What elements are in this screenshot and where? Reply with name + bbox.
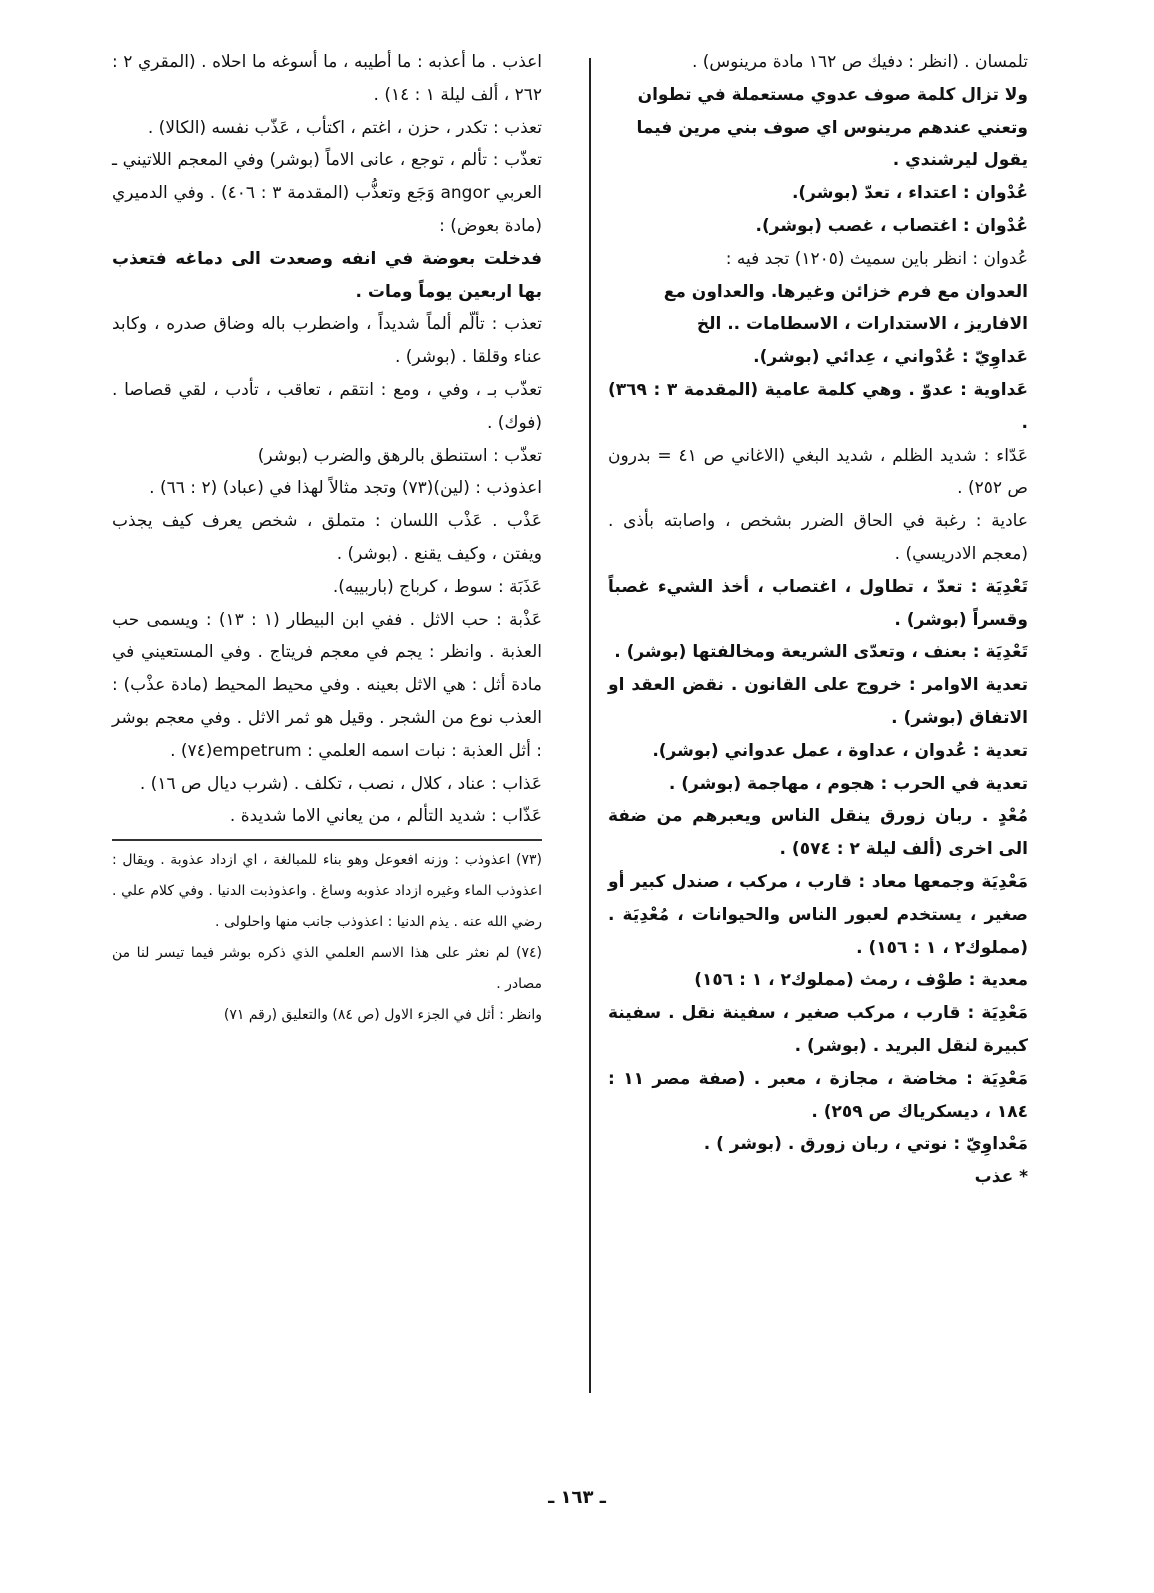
dictionary-entry: تعدية الاوامر : خروج على القانون . نقض العقد او الاتفاق (بوشر) . [608, 675, 1028, 728]
right-column [608, 46, 1028, 1194]
dictionary-entry: عَذَبَة : سوط ، كرباج (باربييه). [332, 576, 542, 597]
footnote-divider [112, 839, 542, 841]
dictionary-entry: تعذّب : استنطق بالرهق والضرب (بوشر) [257, 445, 542, 466]
dictionary-entry: تَعْدِيَة : تعدّ ، تطاول ، اغتصاب ، أخذ الشيء غصباً وقسراً (بوشر) . [608, 576, 1028, 630]
dictionary-entry: اعذب . ما أعذبه : ما أطيبه ، ما أسوغه ما احلاه . (المقري ٢ : ٢٦٢ ، ألف ليلة ١ : ١٤) . [112, 52, 542, 105]
page-number: ـ ١٦٣ ـ [548, 1487, 606, 1508]
dictionary-entry: تعذب : تألّم ألماً شديداً ، واضطرب باله وضاق صدره ، وكابد عناء وقلقا . (بوشر) . [112, 314, 542, 368]
dictionary-entry: اعذوذب : (لين)(٧٣) وتجد مثالاً لهذا في (عباد) (٢ : ٦٦) . [149, 478, 542, 499]
dictionary-entry: تعدية : عُدوان ، عداوة ، عمل عدواني (بوشر). [652, 740, 1028, 761]
dictionary-entry: عَداوِيّ : عُدْواني ، عِدائي (بوشر). [753, 347, 1028, 368]
dictionary-entry: تعذب : تكدر ، حزن ، اغتم ، اكتأب ، عَذّب نفسه (الكالا) . [147, 117, 542, 138]
dictionary-entry: عادية : رغبة في الحاق الضرر بشخص ، واصابته بأذى . (معجم الادريسي) . [608, 511, 1028, 564]
dictionary-entry: تلمسان . (انظر : دفيك ص ١٦٢ مادة مرينوس) . [691, 52, 1028, 72]
dictionary-entry: مُعْدٍ . ربان زورق ينقل الناس ويعبرهم من ضفة الى اخرى (ألف ليلة ٢ : ٥٧٤) . [608, 806, 1028, 860]
dictionary-entry: معدية : طوْف ، رمث (مملوك٢ ، ١ : ١٥٦) [694, 970, 1028, 991]
dictionary-entry: عَذْبة : حب الاثل . ففي ابن البيطار (١ : ١٣) : ويسمى حب العذبة . وانظر : يجم في معجم فريتاج . وفي المستعيني في مادة أثل : هي الاثل بعينه . وفي محيط المحيط (مادة عذْب) : العذب نوع من الشجر . وقيل هو ثمر الاثل . وفي معجم بوشر : أثل العذبة : نبات اسمه العلمي : empetrum(٧٤) . [112, 609, 542, 761]
footnotes [112, 845, 542, 1031]
dictionary-entry: تَعْدِيَة : بعنف ، وتعدّى الشريعة ومخالفتها (بوشر) . [614, 642, 1028, 663]
dictionary-entry: عُدْوان : اعتداء ، تعدّ (بوشر). [791, 183, 1028, 204]
footnote: (٧٣) اعذوذب : وزنه افعوعل وهو بناء للمبالغة ، اي ازداد عذوبة . ويقال : اعذوذب الماء وغيره ازداد عذوبه وساغ . واعذوذبت الدنيا . وفي كلام علي . رضي الله عنه . يذم الدنيا : اعذوذب جانب منها واحلولى . [112, 851, 542, 930]
dictionary-entry: عَداوية : عدوّ . وهي كلمة عامية (المقدمة ٣ : ٣٦٩) . [608, 379, 1028, 433]
dictionary-entry: الافاريز ، الاستدارات ، الاسطامات .. الخ [696, 314, 1028, 335]
dictionary-entry: عَذْب . عَذْب اللسان : متملق ، شخص يعرف كيف يجذب ويفتن ، وكيف يقنع . (بوشر) . [112, 511, 542, 564]
dictionary-entry: مَعْداوِيّ : نوتي ، ربان زورق . (بوشر ) . [703, 1134, 1028, 1155]
dictionary-entry: يقول ليرشندي . [892, 150, 1028, 171]
dictionary-entry: وتعني عندهم مرينوس اي صوف بني مرين فيما [636, 117, 1028, 138]
dictionary-entry: تعذّب : تألم ، توجع ، عانى الاماً (بوشر) وفي المعجم اللاتيني ـ العربي angor وَجَع وتعذُّب (المقدمة ٣ : ٤٠٦) . وفي الدميري (مادة بعوض) : [112, 150, 542, 236]
dictionary-entry: مَعْدِيَة وجمعها معاد : قارب ، مركب ، صندل كبير أو صغير ، يستخدم لعبور الناس والحيوانات ، مُعْدِيَة . (مملوك٢ ، ١ : ١٥٦) . [608, 871, 1028, 958]
dictionary-entry: * عذب [974, 1167, 1028, 1188]
dictionary-entry: ولا تزال كلمة صوف عدوي مستعملة في تطوان [637, 84, 1028, 105]
dictionary-entry: عَدّاء : شديد الظلم ، شديد البغي (الاغاني ص ٤١ = بدرون ص ٢٥٢) . [608, 445, 1028, 499]
dictionary-entry: تعذّب بـ ، وفي ، ومع : انتقم ، تعاقب ، تأدب ، لقي قصاصا . (فوك) . [112, 379, 542, 433]
footnote: (٧٤) لم نعثر على هذا الاسم العلمي الذي ذكره بوشر فيما تيسر لنا من مصادر . [112, 944, 542, 992]
dictionary-entry: عُدْوان : اغتصاب ، غصب (بوشر). [755, 215, 1028, 236]
column-divider [589, 58, 591, 1393]
left-column [112, 46, 542, 1031]
dictionary-entry: فدخلت بعوضة في انفه وصعدت الى دماغه فتعذب بها اربعين يوماً ومات . [112, 248, 542, 302]
dictionary-entry: العدوان مع فرم خزائن وغيرها. والعداون مع [663, 281, 1028, 302]
dictionary-entry: مَعْدِيَة : مخاضة ، مجازة ، معبر . (صفة مصر ١١ : ١٨٤ ، ديسكرياك ص ٢٥٩) . [608, 1068, 1028, 1122]
dictionary-entry: عَذّاب : شديد التألم ، من يعاني الاما شديدة . [229, 806, 542, 827]
dictionary-entry: عَذاب : عناد ، كلال ، نصب ، تكلف . (شرب ديال ص ١٦) . [139, 773, 542, 794]
dictionary-entry: عُدوان : انظر باين سميث (١٢٠٥) تجد فيه : [725, 248, 1028, 269]
dictionary-entry: تعدية في الحرب : هجوم ، مهاجمة (بوشر) . [668, 773, 1028, 794]
dictionary-entry: مَعْدِيَة : قارب ، مركب صغير ، سفينة نقل . سفينة كبيرة لنقل البريد . (بوشر) . [608, 1003, 1028, 1056]
footnote: وانظر : أثل في الجزء الاول (ص ٨٤) والتعليق (رقم ٧١) [223, 1006, 542, 1023]
left-entries [112, 46, 542, 833]
